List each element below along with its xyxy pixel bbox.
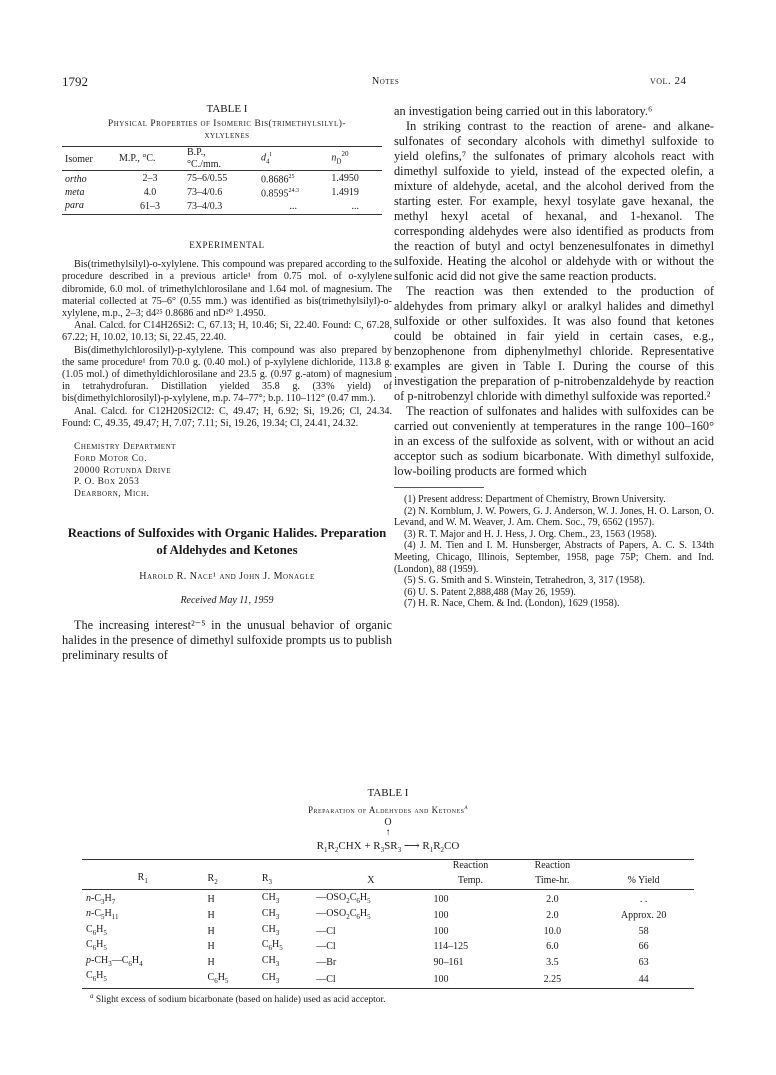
author-address: Chemistry Department Ford Motor Co. 20000 Rotunda Drive P. O. Box 2053 Dearborn, Mich. bbox=[74, 442, 176, 500]
footnote-7: (7) H. R. Nace, Chem. & Ind. (London), 1629 (1958). bbox=[404, 598, 620, 610]
table1-col-n: $n_D^{20}$ bbox=[331, 150, 349, 166]
experimental-heading: EXPERIMENTAL bbox=[189, 240, 265, 251]
footnote-3: (3) R. T. Major and H. J. Hess, J. Org. Chem., 23, 1563 (1958). bbox=[404, 528, 657, 540]
table2-title: TABLE I bbox=[367, 787, 409, 799]
table2-col-temp: Reaction bbox=[452, 860, 489, 872]
table-row: $C_6H_5$ H $CH_3$ —Cl 100 10.0 58 bbox=[86, 923, 649, 937]
table1-col-bp: B.P., bbox=[187, 147, 206, 159]
footnote-4: (4) J. M. Tien and I. M. Hunsberger, Abstracts of Papers, A. C. S. 134th Meeting, Chicago, Illinois, September, 1958, page 75P; Chem. and Ind. (London), 88 (1959). bbox=[394, 540, 714, 575]
table1-title: TABLE I bbox=[206, 103, 248, 115]
table-row: $n-C_3H_7$ H $CH_3$ $—OSO_2C_6H_5$ 100 2.0 . . bbox=[82, 890, 694, 909]
table2-col-time: Reaction bbox=[534, 860, 571, 872]
article-authors: Harold R. Nace¹ and John J. Monagle bbox=[139, 571, 315, 583]
table-row: ortho 2–3 75–6/0.55 0.8686$^{25}$ 1.4950 bbox=[62, 171, 382, 186]
table2-caption: Preparation of Aldehydes and Ketones$^a$ bbox=[307, 803, 469, 815]
table2-col-x: X bbox=[367, 874, 375, 886]
experimental-p1: Bis(trimethylsilyl)-o-xylylene. This compound was prepared according to the procedure described in a previous article¹ from 0.75 mol. of o-xylylene dibromide, 6.0 mol. of trimethylchlorosilane and 1.64 mol. of magnesium. The material collected at 75–6° (0.55 mm.) was identified as bis(trimethylsilyl)-o-xylylene, m.p., 2–3; d4²⁵ 0.8686 and nD²⁰ 1.4950. bbox=[62, 259, 392, 320]
table-row: para 61–3 73–4/0.3 ... ... bbox=[62, 200, 382, 215]
table-row: $C_6H_5$ H $C_6H_5$ —Cl 114–125 6.0 66 bbox=[86, 939, 649, 953]
experimental-p4: Anal. Calcd. for C12H20Si2Cl2: C, 49.47; H, 6.92; Si, 19.26; Cl, 24.34. Found: C, 49.35, 49.47; H, 7.07; 7.11; Si, 19.26, 19.34; Cl, 24.41, 24.32. bbox=[62, 405, 392, 429]
table2-block bbox=[82, 787, 694, 1006]
table-row: meta 4.0 73–4/0.6 $0.8595^{24.3}$ 1.4919 bbox=[65, 186, 359, 200]
footnote-5: (5) S. G. Smith and S. Winstein, Tetrahedron, 3, 317 (1958). bbox=[404, 575, 646, 587]
table-row: $p-CH_3—C_6H_4$ H $CH_3$ —Br 90–161 3.5 63 bbox=[86, 954, 649, 968]
left-column bbox=[62, 103, 392, 663]
body-p1: an investigation being carried out in this laboratory.⁶ bbox=[394, 104, 653, 118]
footnote-1: (1) Present address: Department of Chemistry, Brown University. bbox=[404, 494, 666, 505]
running-header: Notes bbox=[372, 76, 400, 87]
table1: Isomer M.P., °C. B.P., $d_4^t$ $n_D^{20}$ °C./mm. ortho 2–3 75–6/0.55 0.8686$^{25}$ 1.4950 meta 4.0 73–4/0.6 $0.8595^{24.3}$ 1.4919 para 61–3 73–4/0.3 ... ... bbox=[62, 146, 382, 215]
table2-col-r1: $R_1$ bbox=[137, 871, 148, 885]
experimental-p2: Anal. Calcd. for C14H26Si2: C, 67.13; H, 10.46; Si, 22.40. Found: C, 67.28, 67.22; H, 10.02, 10.13; Si, 22.45, 22.40. bbox=[62, 320, 392, 344]
table2-footnote: $^a$ Slight excess of sodium bicarbonate (based on halide) used as acid acceptor. bbox=[90, 992, 386, 1006]
table2: Reaction Reaction $R_1$ $R_2$ $R_3$ X Temp. Time-hr. % Yield $n-C_3H_7$ H $CH_3$ $—OSO_2C_6H_5$ 100 2.0 . . $n-C_5H_{11}$ H $CH_3$ $—OSO_2C_6H_5$ 100 2.0 Approx. 20 $C_6H_5$ H $CH_3$ —Cl 100 10.0 58 $C_6H_5$ H $C_6H_5$ —Cl 114–125 6.0 66 $p-CH_3—C_6H_4$ H $CH_3$ —Br 90–161 3.5 63 $C_6H_5$ $C_6H_5$ $CH_3$ —Cl 100 2.25 44 bbox=[82, 859, 694, 989]
reaction-equation: $R_1R_2CHX + R_3SR_3$ ⟶ $R_1R_2CO$ bbox=[316, 840, 460, 855]
table1-caption: Physical Properties of Isomeric Bis(trimethylsilyl)- xylylenes bbox=[107, 119, 347, 142]
table1-col-isomer: Isomer bbox=[65, 154, 93, 166]
table2-col-r2: $R_2$ bbox=[207, 872, 218, 886]
volume: vol. 24 bbox=[650, 75, 687, 87]
body-p4: The reaction of sulfonates and halides with sulfoxides can be carried out conveniently at temperatures in the range 100–160° in an excess of the sulfoxide as solvent, with or without an acid acceptor such as sodium bicarbonate. With dimethyl sulfoxide, low-boiling products are formed which bbox=[394, 404, 714, 478]
page-number: 1792 bbox=[62, 74, 88, 89]
right-column bbox=[394, 104, 714, 610]
received-date: Received May 11, 1959 bbox=[180, 595, 274, 607]
footnotes bbox=[394, 494, 714, 610]
table1-col-mp: M.P., °C. bbox=[119, 152, 156, 164]
table-row: $C_6H_5$ $C_6H_5$ $CH_3$ —Cl 100 2.25 44 bbox=[82, 970, 694, 989]
article-intro: The increasing interest²⁻⁵ in the unusual behavior of organic halides in the presence of dimethyl sulfoxide prompts us to publish preliminary results of bbox=[62, 618, 392, 663]
table-row: $n-C_5H_{11}$ H $CH_3$ $—OSO_2C_6H_5$ 100 2.0 Approx. 20 bbox=[86, 908, 667, 922]
experimental-p3: Bis(dimethylchlorosilyl)-p-xylylene. This compound was also prepared by the same procedure¹ from 70.0 g. (0.40 mol.) of p-xylylene dichloride, 113.8 g. (1.05 mol.) of dimethyldichlorosilane and 23.5 g. (0.97 g.-atom) of magnesium in tetrahydrofuran. Distillation yielded 35.8 g. (33% yield) of bis(dimethylchlorosilyl)-p-xylylene, m.p. 74–77°; b.p. 110–112° (0.47 mm.). bbox=[62, 344, 392, 405]
table2-col-r3: $R_3$ bbox=[261, 872, 273, 886]
body-p2: In striking contrast to the reaction of arene- and alkane-sulfonates of secondary alcohols with dimethyl sulfoxide to yield olefins,⁷ the sulfonates of primary alcohols react with dimethyl sulfoxide to yield, instead of the expected olefin, a mixture of aldehyde, acetal, and the alcohol derived from the starting ester. For example, hexyl tosylate gave hexanal, the methyl hexyl acetal of hexanal, and 1-hexanol. The corresponding aldehydes were also identified as products from the reaction of butyl and octyl benzenesulfonates in dimethyl sulfoxide. Heating the alcohol or aldehyde with or without the sulfonic acid did not give the same reaction products. bbox=[394, 119, 714, 283]
footnote-divider bbox=[394, 487, 484, 488]
footnote-6: (6) U. S. Patent 2,888,488 (May 26, 1959). bbox=[404, 586, 576, 598]
footnote-2: (2) N. Kornblum, J. W. Powers, G. J. Anderson, W. J. Jones, H. O. Larson, O. Levand, and W. M. Weaver, J. Am. Chem. Soc., 79, 6562 (1957). bbox=[394, 505, 714, 529]
sulfoxide-oxygen: O bbox=[384, 817, 392, 828]
arrow-up-icon: ↑ bbox=[385, 827, 391, 838]
table2-col-yield: % Yield bbox=[627, 874, 660, 886]
body-p3: The reaction was then extended to the production of aldehydes from primary alkyl or aralkyl halides and dimethyl sulfoxide or other sulfoxides. It was also found that ketones could be obtained in fair yield in certain cases, e.g., benzophenone from diphenylmethyl chloride. Representative examples are given in Table I. During the course of this investigation the preparation of p-nitrobenzaldehyde by reaction of p-nitrobenzyl chloride with dimethyl sulfoxide was reported.² bbox=[394, 284, 714, 403]
article-title: Reactions of Sulfoxides with Organic Halides. Preparation of Aldehydes and Ketones bbox=[67, 526, 387, 558]
table1-col-d: $d_4^t$ bbox=[261, 150, 272, 166]
